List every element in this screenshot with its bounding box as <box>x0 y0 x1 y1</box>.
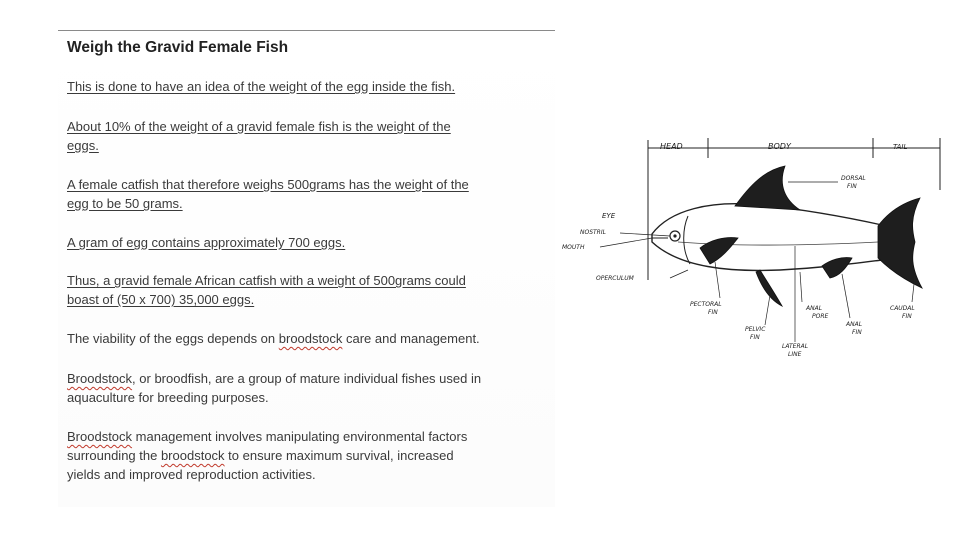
label-anal-fin-2: FIN <box>852 329 862 336</box>
label-lateral-line-2: LINE <box>788 351 802 358</box>
label-dorsal-fin-2: FIN <box>847 183 857 190</box>
paragraph-catfish-weight-line1: A female catfish that therefore weighs 500grams has the weight of the <box>67 177 469 192</box>
paragraph-ten-percent <box>67 117 551 155</box>
paragraph-egg-count-line2: boast of (50 x 700) 35,000 eggs. <box>67 292 255 307</box>
spellcheck-word: broodstock <box>278 331 343 346</box>
paragraph-egg-count <box>67 271 551 309</box>
label-pectoral-fin-2: FIN <box>708 309 718 316</box>
document-title: Weigh the Gravid Female Fish <box>67 39 289 56</box>
document-panel <box>58 30 555 507</box>
label-dorsal-fin-1: DORSAL <box>841 175 866 182</box>
label-pelvic-fin-1: PELVIC <box>745 326 766 333</box>
label-caudal-fin-2: FIN <box>902 313 912 320</box>
pupil <box>673 234 676 237</box>
label-tail: TAIL <box>893 143 908 151</box>
spellcheck-word: Broodstock <box>67 429 133 444</box>
paragraph-viability-a: The viability of the eggs depends on <box>67 331 279 346</box>
paragraph-catfish-weight-line2: egg to be 50 grams. <box>67 196 183 211</box>
label-anal-pore-2: PORE <box>812 313 829 320</box>
pectoral-fin <box>700 237 738 264</box>
label-caudal-fin-1: CAUDAL <box>890 305 915 312</box>
caudal-fin <box>878 198 922 288</box>
paragraph-broodstock-definition-b: , or broodfish, are a group of mature individual fishes used in <box>132 371 482 386</box>
paragraph-broodstock-definition <box>67 369 551 407</box>
label-anal-pore-1: ANAL <box>806 305 823 312</box>
anal-fin <box>822 257 852 278</box>
paragraph-eggs-per-gram <box>67 233 551 252</box>
paragraph-broodstock-management <box>67 427 551 484</box>
paragraph-catfish-weight <box>67 175 551 213</box>
paragraph-broodstock-management-c: surrounding the <box>67 448 161 463</box>
paragraph-broodstock-management-b: management involves manipulating environmental factors <box>132 429 468 444</box>
label-head: HEAD <box>660 142 683 151</box>
spellcheck-word: broodstock <box>160 448 225 463</box>
paragraph-viability-c: care and management. <box>342 331 480 346</box>
paragraph-egg-count-line1: Thus, a gravid female African catfish with a weight of 500grams could <box>67 273 466 288</box>
paragraph-purpose <box>67 77 551 96</box>
paragraph-eggs-per-gram-text: A gram of egg contains approximately 700 eggs. <box>67 235 346 250</box>
label-mouth: MOUTH <box>562 244 585 251</box>
label-anal-fin-1: ANAL <box>846 321 863 328</box>
dorsal-fin <box>735 166 800 210</box>
operculum-line <box>684 216 690 264</box>
label-pectoral-fin-1: PECTORAL <box>690 301 722 308</box>
label-operculum: OPERCULUM <box>596 275 634 282</box>
paragraph-ten-percent-line2: eggs. <box>67 138 99 153</box>
label-nostril: NOSTRIL <box>580 229 606 236</box>
label-eye: EYE <box>602 212 616 220</box>
paragraph-broodstock-management-line3: yields and improved reproduction activities. <box>67 467 316 482</box>
paragraph-broodstock-definition-line2: aquaculture for breeding purposes. <box>67 390 269 405</box>
label-body: BODY <box>768 142 791 151</box>
label-lateral-line-1: LATERAL <box>782 343 809 350</box>
paragraph-broodstock-management-e: to ensure maximum survival, increased <box>224 448 454 463</box>
paragraph-purpose-text: This is done to have an idea of the weight of the egg inside the fish. <box>67 79 456 94</box>
paragraph-viability <box>67 329 551 348</box>
paragraph-ten-percent-line1: About 10% of the weight of a gravid female fish is the weight of the <box>67 119 451 134</box>
spellcheck-word: Broodstock <box>67 371 133 386</box>
fish-anatomy-diagram <box>560 130 950 370</box>
label-pelvic-fin-2: FIN <box>750 334 760 341</box>
